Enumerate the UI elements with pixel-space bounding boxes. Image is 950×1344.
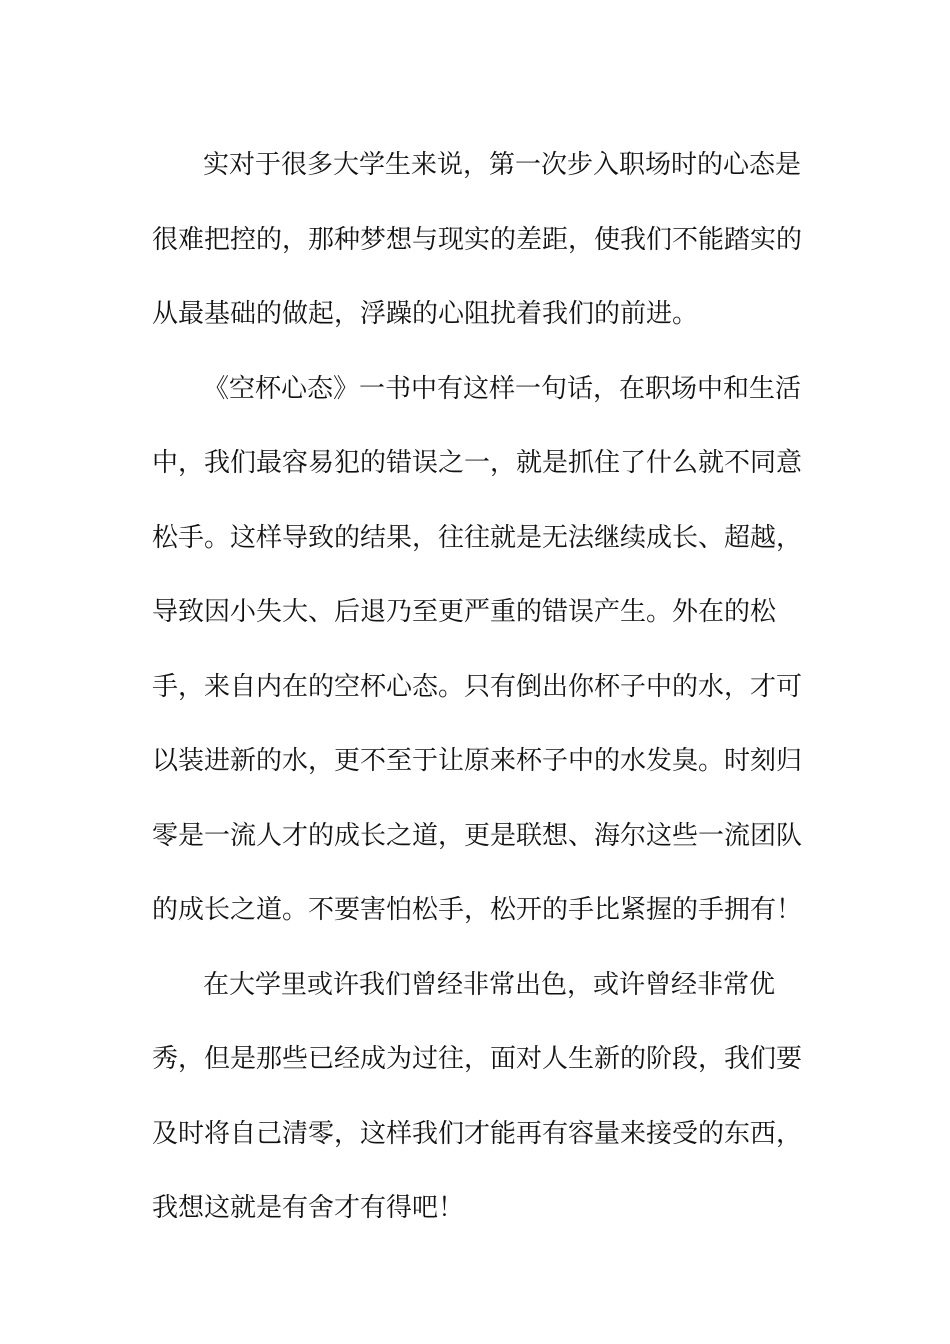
paragraph-line: 从最基础的做起，浮躁的心阻扰着我们的前进。 bbox=[152, 299, 699, 329]
paragraph-line: 实对于很多大学生来说，第一次步入职场时的心态是 bbox=[203, 150, 802, 180]
paragraph-line: 在大学里或许我们曾经非常出色，或许曾经非常优 bbox=[203, 969, 776, 1000]
paragraph-line: 零是一流人才的成长之道，更是联想、海尔这些一流团队 bbox=[152, 820, 803, 851]
paragraph-line: 中，我们最容易犯的错误之一，就是抓住了什么就不同意 bbox=[152, 448, 803, 478]
paragraph-line: 以装进新的水，更不至于让原来杯子中的水发臭。时刻归 bbox=[152, 746, 803, 776]
paragraph-3 bbox=[152, 948, 803, 1246]
paragraph-line: 导致因小失大、后退乃至更严重的错误产生。外在的松 bbox=[152, 597, 777, 627]
paragraph-2 bbox=[152, 352, 803, 948]
paragraph-line: 的成长之道。不要害怕松手，松开的手比紧握的手拥有！ bbox=[152, 895, 803, 925]
paragraph-line: 很难把控的，那种梦想与现实的差距，使我们不能踏实的 bbox=[152, 224, 803, 255]
paragraph-line: 及时将自己清零，这样我们才能再有容量来接受的东西， bbox=[152, 1118, 803, 1149]
paragraph-line: 手，来自内在的空杯心态。只有倒出你杯子中的水，才可 bbox=[152, 671, 803, 702]
paragraph-line: 松手。这样导致的结果，往往就是无法继续成长、超越， bbox=[152, 522, 803, 553]
paragraph-line: 秀，但是那些已经成为过往，面对人生新的阶段，我们要 bbox=[152, 1044, 803, 1074]
paragraph-1 bbox=[152, 128, 803, 352]
document-body bbox=[152, 128, 803, 1246]
paragraph-line: 我想这就是有舍才有得吧！ bbox=[152, 1193, 465, 1223]
paragraph-line: 《空杯心态》一书中有这样一句话，在职场中和生活 bbox=[203, 373, 802, 404]
